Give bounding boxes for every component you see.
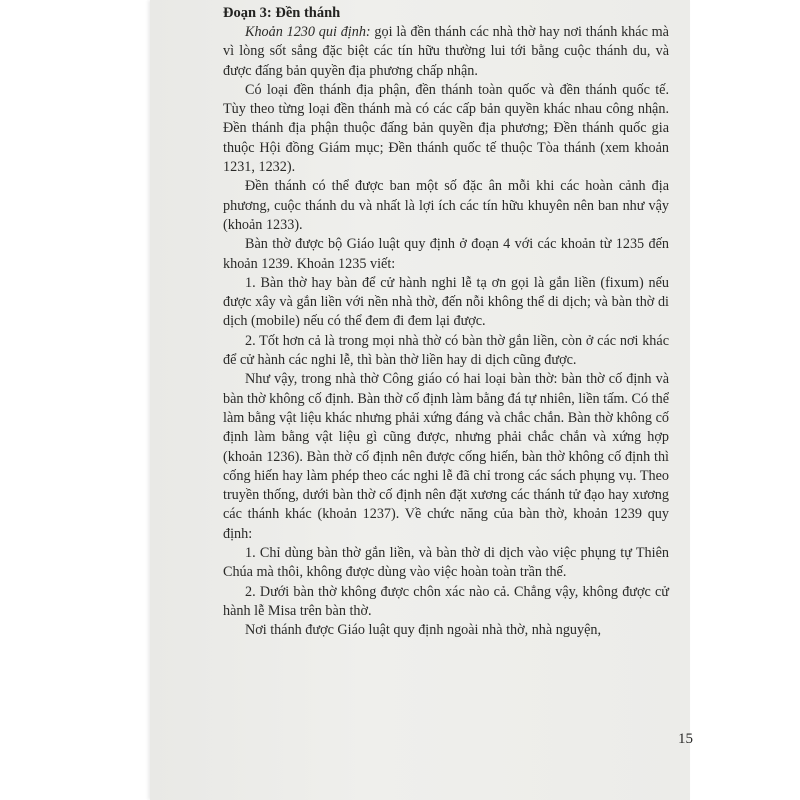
paragraph: Đền thánh có thể được ban một số đặc ân mỗi khi các hoàn cảnh địa phương, cuộc thánh du và nhất là lợi ích các tín hữu khuyên nên ban như vậy (khoản 1233).	[223, 178, 669, 233]
paragraph: Như vậy, trong nhà thờ Công giáo có hai loại bàn thờ: bàn thờ cố định và bàn thờ không cố định. Bàn thờ cố định làm bằng đá tự nhiên, liền tấm. Có thể làm bằng vật liệu khác nhưng phải xứng đáng và chắc chắn. Bàn thờ không cố định làm bằng vật liệu gì cũng được, nhưng phải chắc chắn và xứng hợp (khoản 1236). Bàn thờ cố định nên được cống hiến, bàn thờ không cố định thì cống hiến hay làm phép theo các nghi lễ đã chỉ trong các sách phụng vụ. Theo truyền thống, dưới bàn thờ cố định nên đặt xương các thánh tử đạo hay xương các thánh khác (khoản 1237). Về chức năng của bàn thờ, khoản 1239 quy định:	[223, 371, 669, 542]
book-page	[150, 0, 690, 800]
italic-lead: Khoản 1230 qui định:	[245, 24, 371, 40]
section-heading: Đoạn 3: Đền thánh	[223, 5, 341, 21]
paragraph: Nơi thánh được Giáo luật quy định ngoài nhà thờ, nhà nguyện,	[245, 622, 602, 639]
paragraph-text: gọi là đền thánh các nhà thờ hay nơi thánh khác mà vì lòng sốt sắng đặc biệt các tín hữu thường lui tới bằng cuộc thánh du, và được đấng bản quyền địa phương chấp nhận.	[223, 24, 669, 79]
paragraph: 2. Tốt hơn cả là trong mọi nhà thờ có bàn thờ gắn liền, còn ở các nơi khác để cử hành các nghi lễ, thì bàn thờ liền hay di dịch cũng được.	[223, 332, 669, 369]
paragraph: 2. Dưới bàn thờ không được chôn xác nào cả. Chẳng vậy, không được cử hành lễ Misa trên bàn thờ.	[223, 583, 669, 619]
paragraph: 1. Bàn thờ hay bàn để cử hành nghi lễ tạ ơn gọi là gắn liền (fixum) nếu được xây và gắn liền với nền nhà thờ, đến nỗi không thể di dịch; và bàn thờ di dịch (mobile) nếu có thể đem đi đem lại được.	[223, 274, 669, 330]
paragraph: Bàn thờ được bộ Giáo luật quy định ở đoạn 4 với các khoản từ 1235 đến khoản 1239. Khoản 1235 viết:	[223, 236, 669, 272]
paragraph	[223, 23, 669, 81]
paragraph: 1. Chỉ dùng bàn thờ gắn liền, và bàn thờ di dịch vào việc phụng tự Thiên Chúa mà thôi, không được dùng vào việc hoàn toàn trần thế.	[223, 545, 669, 581]
page-number: 15	[678, 731, 693, 747]
page-text	[223, 3, 669, 641]
paragraph: Có loại đền thánh địa phận, đền thánh toàn quốc và đền thánh quốc tế. Tùy theo từng loại đền thánh mà có các cấp bản quyền khác nhau công nhận. Đền thánh địa phận thuộc đấng bản quyền địa phương; Đền thánh quốc gia thuộc Hội đồng Giám mục; Đền thánh quốc tế thuộc Tòa thánh (xem khoản 1231, 1232).	[223, 81, 669, 176]
